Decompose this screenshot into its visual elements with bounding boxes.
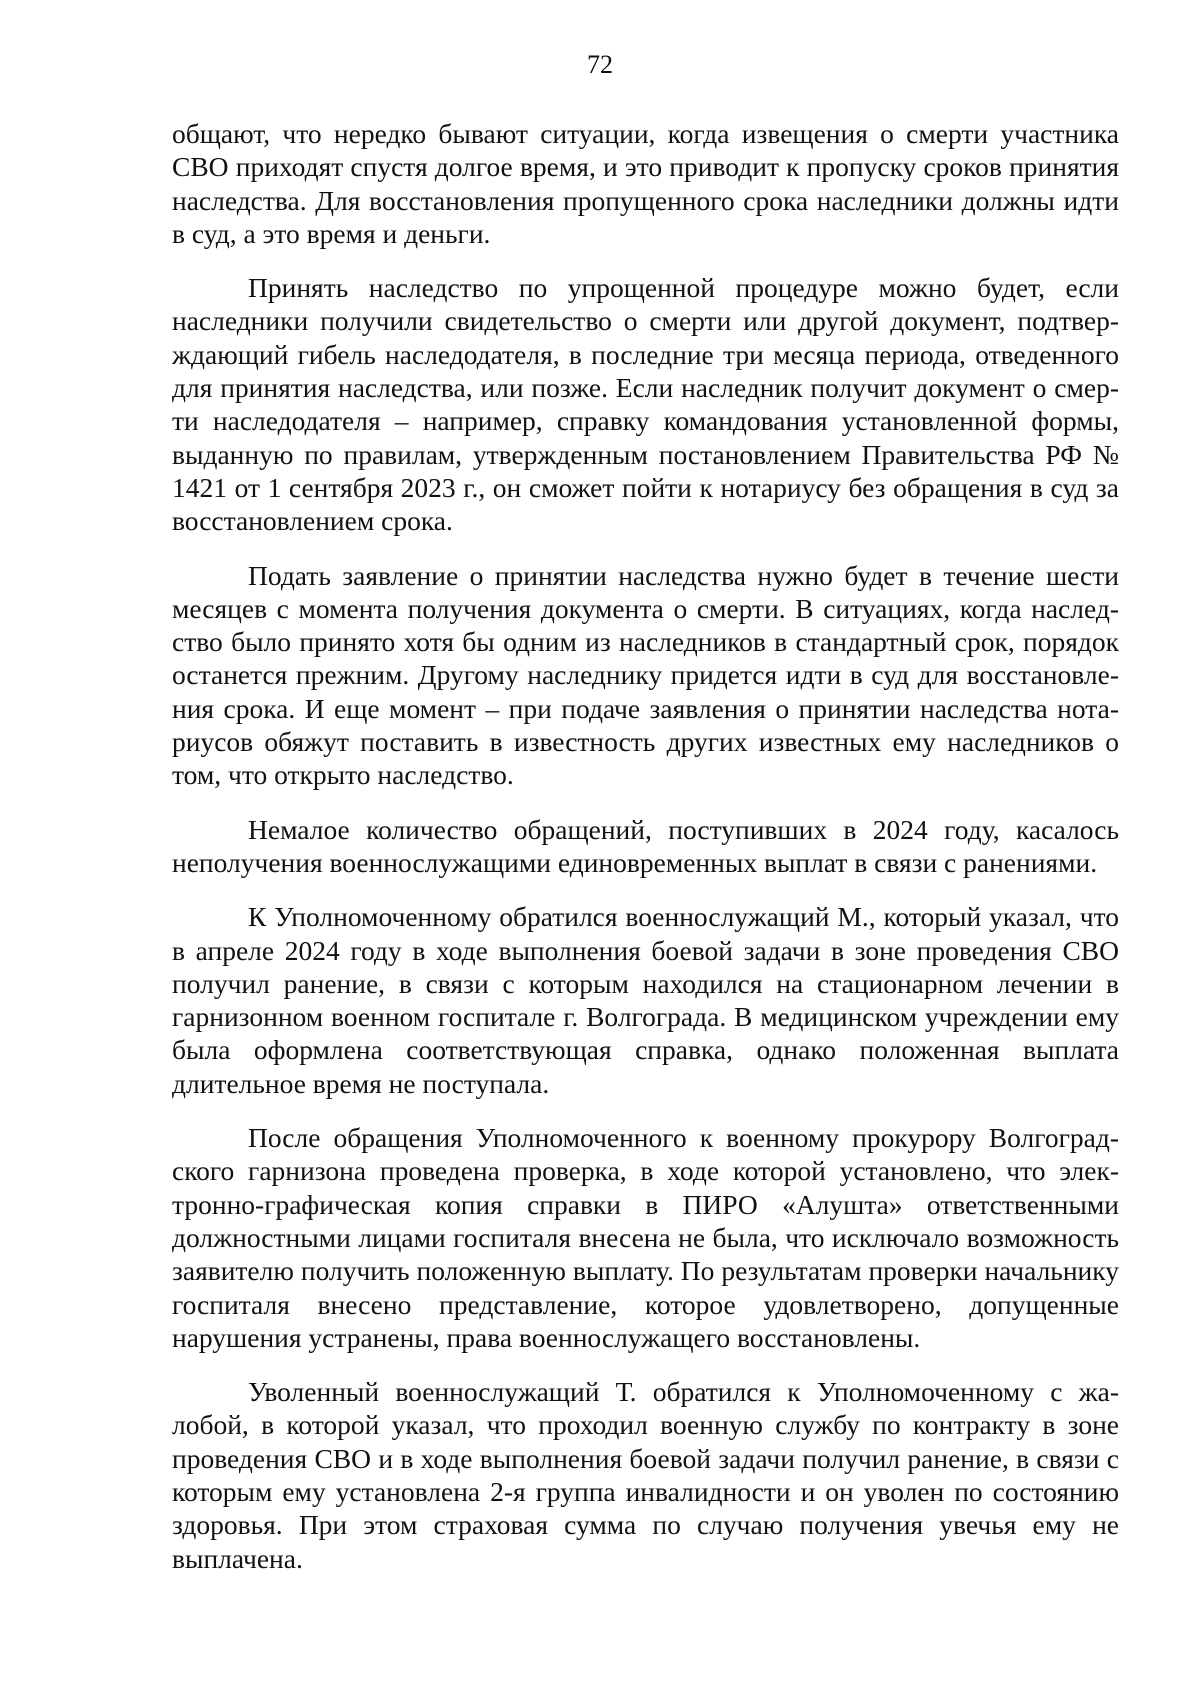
paragraph-simplified-inheritance: Принять наследство по упрощенной процедуре можно будет, если наследники получили свидетельство о смерти или другой документ, подтверждающий гибель наследодателя, в последние три месяца периода, отведенного для принятия наследства, или позже. Если наследник получит документ о смерти наследодателя – например, справку командования установленной формы, выданную по правилам, утвержденным постановлением Правительства РФ № 1421 от 1 сентября 2023 г., он сможет пойти к нотариусу без обращения в суд за восстановлением срока. [172, 272, 1119, 537]
paragraph-continuation: общают, что нередко бывают ситуации, когда извещения о смерти участника СВО приходят спустя долгое время, и это приводит к пропуску сроков принятия наследства. Для восстановления пропущенного срока наследники должны идти в суд, а это время и деньги. [172, 118, 1119, 249]
document-body [172, 117, 1119, 1596]
page-number: 72 [587, 50, 613, 79]
paragraph-application-deadline: Подать заявление о принятии наследства нужно будет в течение шести месяцев с момента получения документа о смерти. В ситуациях, когда наследство было принято хотя бы одним из наследников в стандартный срок, порядок останется прежним. Другому наследнику придется идти в суд для восстановления срока. И еще момент – при подаче заявления о принятии наследства нотариусов обяжут поставить в известность других известных ему наследников о том, что открыто наследство. [172, 559, 1119, 791]
paragraph-injury-payments: Немалое количество обращений, поступивших в 2024 году, касалось неполучения военнослужащими единовременных выплат в связи с ранениями. [172, 813, 1119, 878]
paragraph-case-serviceman-m: К Уполномоченному обратился военнослужащий М., который указал, что в апреле 2024 году в ходе выполнения боевой задачи в зоне проведения СВО получил ранение, в связи с которым находился на стационарном лечении в гарнизонном военном госпитале г. Волгограда. В медицинском учреждении ему была оформлена соответствующая справка, однако положенная выплата длительное время не поступала. [172, 901, 1119, 1099]
paragraph-prosecutor-check: После обращения Уполномоченного к военному прокурору Волгоградского гарнизона проведена проверка, в ходе которой установлено, что электронно-графическая копия справки в ПИРО «Алушта» ответственными должностными лицами госпиталя внесена не была, что исключало возможность заявителю получить положенную выплату. По результатам проверки начальнику госпиталя внесено представление, которое удовлетворено, допущенные нарушения устранены, права военнослужащего восстановлены. [172, 1122, 1119, 1353]
paragraph-case-serviceman-t: Уволенный военнослужащий Т. обратился к Уполномоченному с жалобой, в которой указал, что проходил военную службу по контракту в зоне проведения СВО и в ходе выполнения боевой задачи получил ранение, в связи с которым ему установлена 2-я группа инвалидности и он уволен по состоянию здоровья. При этом страховая сумма по случаю получения увечья ему не выплачена. [172, 1376, 1119, 1574]
